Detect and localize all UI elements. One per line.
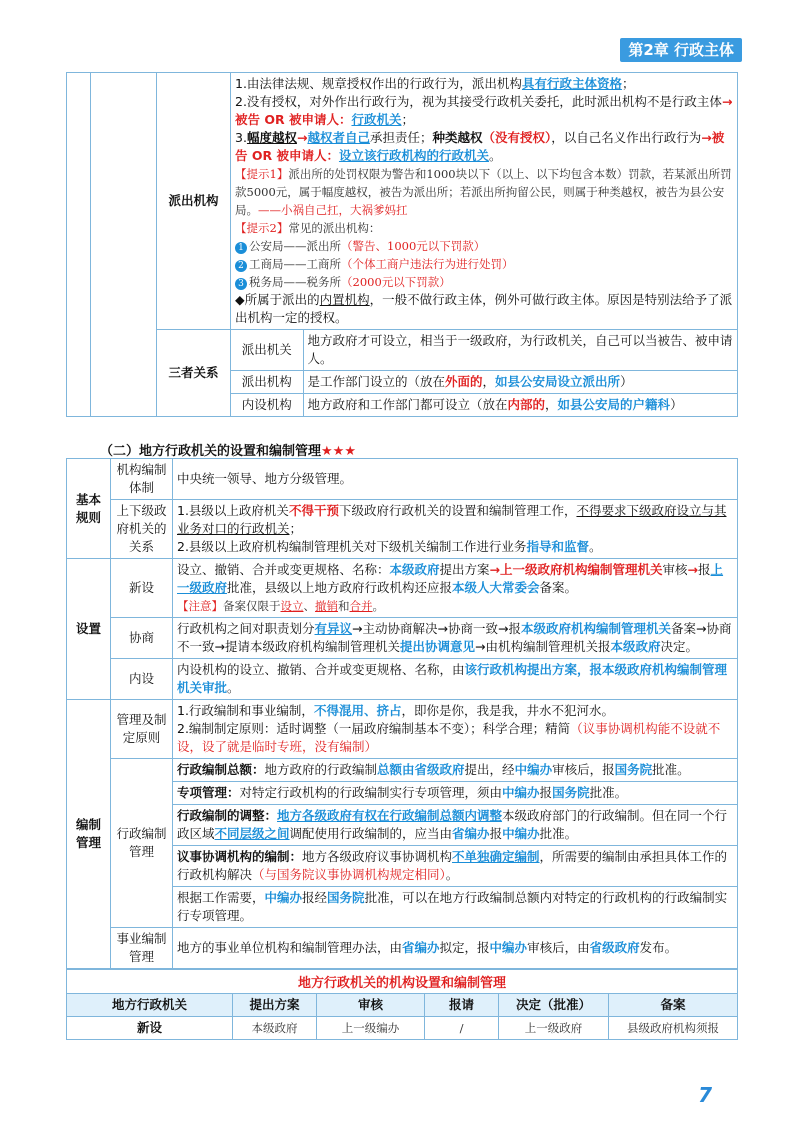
setup-new-val: 设立、撤销、合并或变更规格、名称：本级政府提出方案→上一级政府机构编制管理机关审核→报上一级政府批准，县级以上地方政府行政机构还应报本级人大常委会备案。 【注意】备案仅限于设立、撤销和合并。 [173, 559, 738, 618]
page-number: 7 [698, 1083, 712, 1107]
summary-table [66, 993, 738, 1040]
staff-admin-special: 专项管理：对特定行政机构的行政编制实行专项管理，须由中编办报国务院批准。 [173, 782, 738, 805]
setup-negotiate-val: 行政机构之间对职责划分有异议→主动协商解决→协商一致→报本级政府机构编制管理机关备案→协商不一致→提请本级政府机构编制管理机关提出协调意见→由机构编制管理机关报本级政府决定。 [173, 618, 738, 659]
staff-admin-need: 根据工作需要，中编办报经国务院批准，可以在地方行政编制总额内对特定的行政机构的行政编制实行专项管理。 [173, 887, 738, 928]
three-content [231, 330, 738, 417]
summary-header-cell: 审核 [317, 994, 425, 1017]
summary-header-cell: 报请 [425, 994, 499, 1017]
number-2-icon: 2 [235, 260, 247, 272]
setup-negotiate-key: 协商 [111, 618, 173, 659]
section2-table [66, 458, 738, 969]
agency-content [231, 73, 738, 330]
three-table [231, 330, 737, 416]
agency-tip-2: 【提示2】常见的派出机构： [235, 221, 381, 235]
basic-key-2: 上下级政府机关的关系 [111, 500, 173, 559]
agency-line-3: 3.幅度越权→越权者自己承担责任；种类越权（没有授权），以自己名义作出行政行为→被告 OR 被申请人：设立该行政机构的行政机关。 [235, 130, 725, 163]
staff-admin-total: 行政编制总额：地方政府的行政编制总额由省级政府提出，经中编办审核后，报国务院批准。 [173, 759, 738, 782]
summary-cell: 本级政府 [233, 1017, 317, 1040]
staff-admin-key: 行政编制管理 [111, 759, 173, 928]
number-1-icon: 1 [235, 242, 247, 254]
basic-key-1: 机构编制体制 [111, 459, 173, 500]
three-label: 三者关系 [157, 330, 231, 417]
three-key-1: 派出机关 [231, 330, 303, 371]
basic-val-1: 中央统一领导、地方分级管理。 [173, 459, 738, 500]
agency-example-3: 3 税务局——税务所（2000元以下罚款） [235, 273, 733, 291]
setup-internal-key: 内设 [111, 659, 173, 700]
staff-unit-val: 地方的事业单位机构和编制管理办法，由省编办拟定，报中编办审核后，由省级政府发布。 [173, 928, 738, 969]
summary-header-cell: 决定（批准） [499, 994, 609, 1017]
chapter-tab: 第2章 行政主体 [620, 38, 742, 62]
summary-cell: 上一级编办 [317, 1017, 425, 1040]
agency-line-1: 1.由法律法规、规章授权作出的行政行为，派出机构具有行政主体资格； [235, 76, 635, 91]
agency-section [66, 72, 738, 417]
three-val-2: 是工作部门设立的（放在外面的，如县公安局设立派出所） [303, 371, 737, 394]
agency-internal: ◆所属于派出的内置机构，一般不做行政主体，例外可做行政主体。原因是特别法给予了派出机构一定的授权。 [235, 292, 733, 325]
summary-cell: / [425, 1017, 499, 1040]
setup-new-key: 新设 [111, 559, 173, 618]
left-spacer [67, 73, 91, 417]
summary-header-cell: 提出方案 [233, 994, 317, 1017]
summary-header-cell: 备案 [609, 994, 738, 1017]
staff-admin-coord: 议事协调机构的编制：地方各级政府议事协调机构不单独确定编制，所需要的编制由承担具体工作的行政机构解决（与国务院议事协调机构规定相同）。 [173, 846, 738, 887]
three-key-3: 内设机构 [231, 394, 303, 417]
staff-admin-adjust: 行政编制的调整：地方各级政府有权在行政编制总额内调整本级政府部门的行政编制。但在同一个行政区域不同层级之间调配使用行政编制的，应当由省编办报中编办批准。 [173, 805, 738, 846]
setup-internal-val: 内设机构的设立、撤销、合并或变更规格、名称，由该行政机构提出方案，报本级政府机构编制管理机关审批。 [173, 659, 738, 700]
section-title: （二）地方行政机关的设置和编制管理★★★ [100, 444, 356, 459]
three-val-1: 地方政府才可设立，相当于一级政府，为行政机关，自己可以当被告、被申请人。 [303, 330, 737, 371]
agency-table [66, 72, 738, 417]
agency-example-1: 1 公安局——派出所（警告、1000元以下罚款） [235, 237, 733, 255]
table-row [67, 1017, 738, 1040]
agency-example-2: 2 工商局——工商所（个体工商户违法行为进行处罚） [235, 255, 733, 273]
agency-line-2: 2.没有授权，对外作出行政行为，视为其接受行政机关委托，此时派出机构不是行政主体→被告 OR 被申请人：行政机关； [235, 94, 733, 127]
staff-principle-val: 1.行政编制和事业编制，不得混用、挤占，即你是你，我是我，井水不犯河水。 2.编制制定原则：适时调整（一届政府编制基本不变）；科学合理；精简（议事协调机构能不设就不设，设了就是临时专班，没有编制） [173, 700, 738, 759]
left-spacer-2 [91, 73, 157, 417]
summary-header-cell: 地方行政机关 [67, 994, 233, 1017]
summary-caption: 地方行政机关的机构设置和编制管理 [66, 969, 738, 993]
basic-label: 基本规则 [67, 459, 111, 559]
staff-label: 编制管理 [67, 700, 111, 969]
agency-label: 派出机构 [157, 73, 231, 330]
section2-table-wrap [66, 458, 738, 1040]
setup-label: 设置 [67, 559, 111, 700]
number-3-icon: 3 [235, 278, 247, 290]
summary-cell: 上一级政府 [499, 1017, 609, 1040]
three-val-3: 地方政府和工作部门都可设立（放在内部的，如县公安局的户籍科） [303, 394, 737, 417]
basic-val-2: 1.县级以上政府机关不得干预下级政府行政机关的设置和编制管理工作，不得要求下级政府设立与其业务对口的行政机关； 2.县级以上政府机构编制管理机关对下级机关编制工作进行业务指导和监督。 [173, 500, 738, 559]
summary-cell: 新设 [67, 1017, 233, 1040]
staff-principle-key: 管理及制定原则 [111, 700, 173, 759]
summary-cell: 县级政府机构须报 [609, 1017, 738, 1040]
rating-stars: ★★★ [321, 444, 356, 459]
three-key-2: 派出机构 [231, 371, 303, 394]
staff-unit-key: 事业编制管理 [111, 928, 173, 969]
agency-tip-1: 【提示1】派出所的处罚权限为警告和1000块以下（以上、以下均包含本数）罚款，若某派出所罚款5000元，属于幅度越权，被告为派出所；若派出所拘留公民，则属于种类越权，被告为县公安局。——小祸自己扛，大祸爹妈扛 [235, 167, 732, 217]
summary-header-row [67, 994, 738, 1017]
